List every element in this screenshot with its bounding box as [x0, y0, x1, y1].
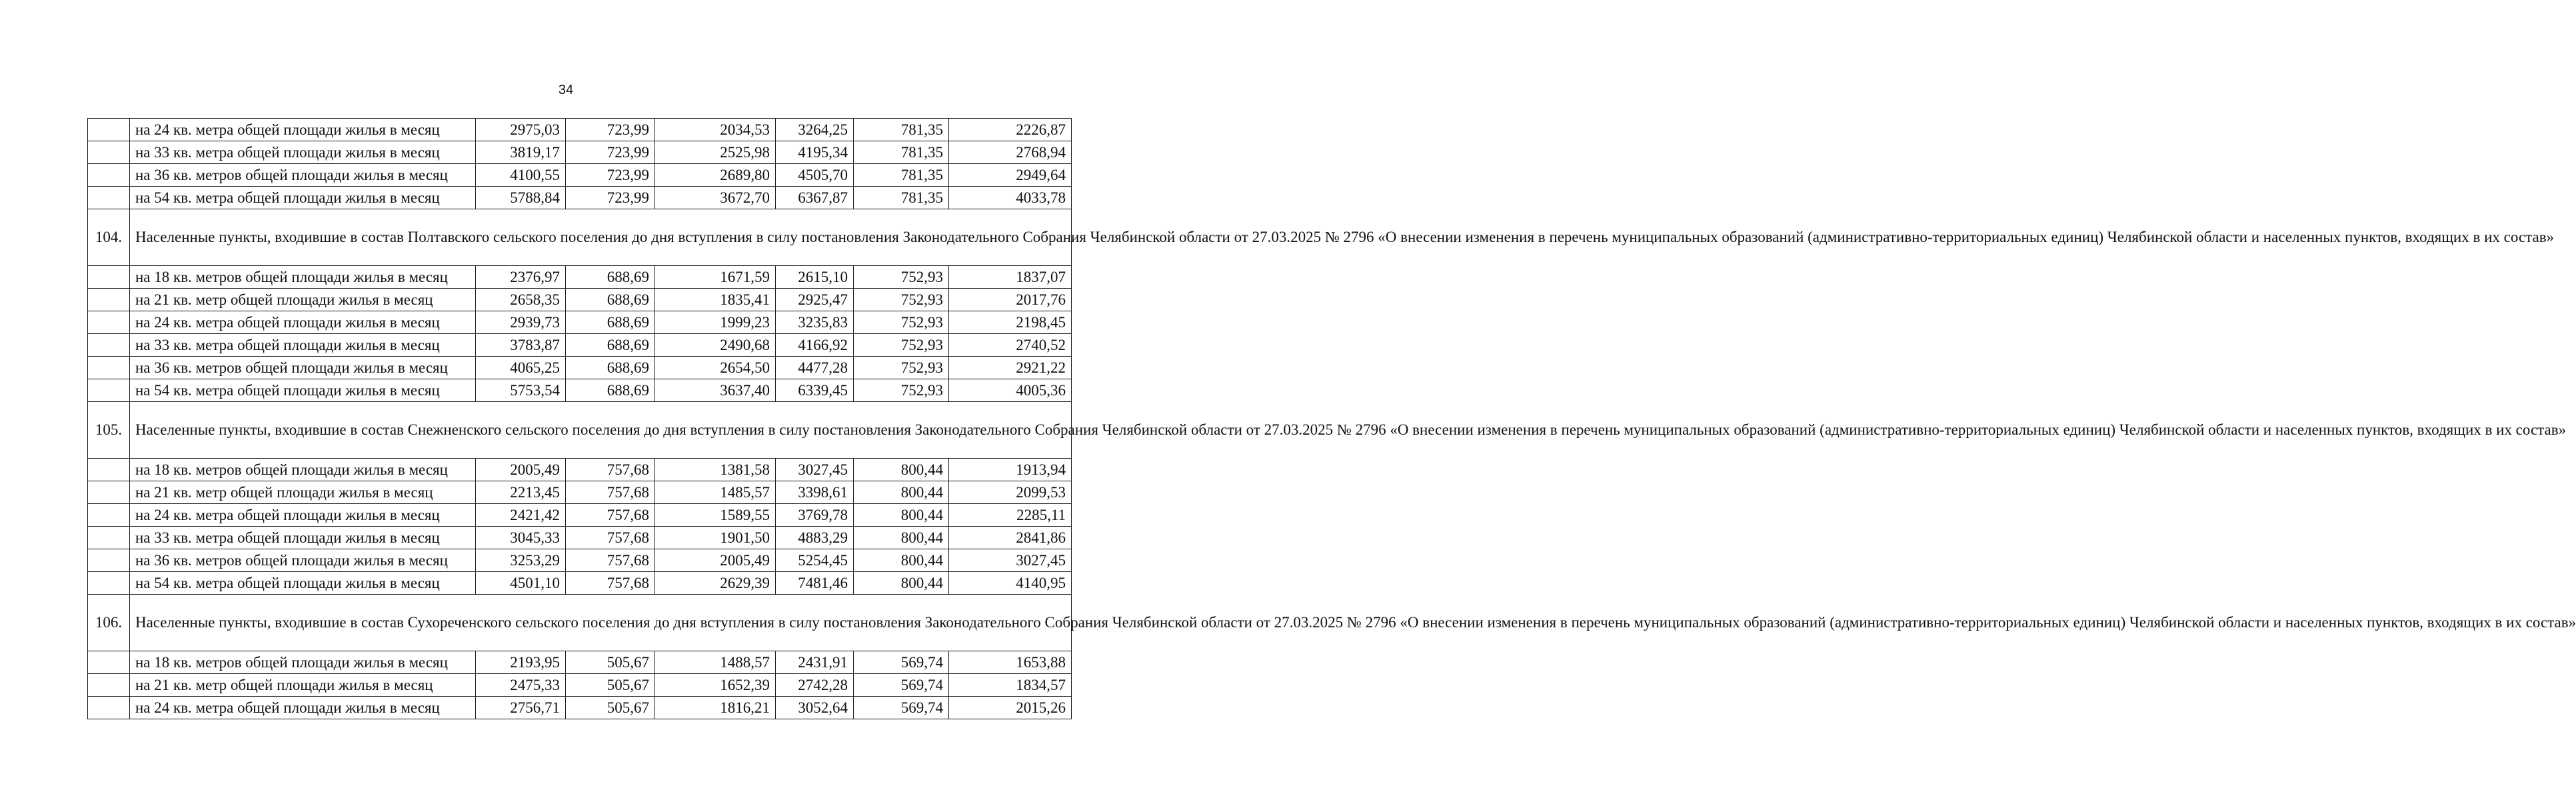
value-col-6: 1834,57 [949, 674, 1072, 697]
row-label: на 21 кв. метр общей площади жилья в месяц [130, 289, 476, 311]
row-label: на 36 кв. метров общей площади жилья в месяц [130, 164, 476, 187]
value-col-5: 752,93 [854, 266, 949, 289]
index-cell-empty [88, 527, 130, 549]
value-col-3: 1589,55 [655, 504, 776, 527]
value-col-1: 2421,42 [476, 504, 566, 527]
value-col-6: 1913,94 [949, 459, 1072, 481]
section-index: 106. [88, 595, 130, 651]
index-cell-empty [88, 334, 130, 357]
index-cell-empty [88, 119, 130, 141]
value-col-5: 752,93 [854, 334, 949, 357]
row-label: на 24 кв. метра общей площади жилья в месяц [130, 311, 476, 334]
table-row [88, 164, 1072, 187]
value-col-2: 757,68 [566, 527, 655, 549]
value-col-2: 505,67 [566, 651, 655, 674]
value-col-3: 1488,57 [655, 651, 776, 674]
value-col-6: 2017,76 [949, 289, 1072, 311]
value-col-4: 4477,28 [776, 357, 854, 379]
value-col-2: 757,68 [566, 572, 655, 595]
value-col-4: 2431,91 [776, 651, 854, 674]
table-row [88, 549, 1072, 572]
table-row [88, 674, 1072, 697]
row-label: на 36 кв. метров общей площади жилья в месяц [130, 549, 476, 572]
value-col-5: 569,74 [854, 697, 949, 719]
value-col-2: 505,67 [566, 674, 655, 697]
index-cell-empty [88, 379, 130, 402]
value-col-4: 4166,92 [776, 334, 854, 357]
index-cell-empty [88, 164, 130, 187]
section-row [88, 402, 1072, 459]
tariff-table-body [88, 119, 2576, 719]
index-cell-empty [88, 266, 130, 289]
value-col-2: 688,69 [566, 266, 655, 289]
value-col-4: 2925,47 [776, 289, 854, 311]
value-col-4: 5254,45 [776, 549, 854, 572]
value-col-4: 2742,28 [776, 674, 854, 697]
value-col-4: 7481,46 [776, 572, 854, 595]
index-cell-empty [88, 481, 130, 504]
value-col-5: 752,93 [854, 379, 949, 402]
value-col-4: 3235,83 [776, 311, 854, 334]
row-label: на 21 кв. метр общей площади жилья в месяц [130, 481, 476, 504]
value-col-1: 2756,71 [476, 697, 566, 719]
value-col-4: 3769,78 [776, 504, 854, 527]
value-col-6: 2198,45 [949, 311, 1072, 334]
value-col-3: 1671,59 [655, 266, 776, 289]
value-col-5: 800,44 [854, 527, 949, 549]
value-col-6: 2285,11 [949, 504, 1072, 527]
value-col-4: 6339,45 [776, 379, 854, 402]
section-heading: Населенные пункты, входившие в состав Снежненского сельского поселения до дня вступления в силу постановления Законодательного Собрания Челябинской области от 27.03.2025 № 2796 «О внесении изменения в перечень муниципальных образований (административно-территориальных единиц) Челябинской области и населенных пунктов, входящих в их состав» [130, 402, 1072, 459]
value-col-6: 1653,88 [949, 651, 1072, 674]
value-col-6: 1837,07 [949, 266, 1072, 289]
value-col-2: 688,69 [566, 379, 655, 402]
value-col-6: 2768,94 [949, 141, 1072, 164]
value-col-5: 781,35 [854, 164, 949, 187]
value-col-2: 688,69 [566, 357, 655, 379]
table-row [88, 504, 1072, 527]
value-col-3: 1835,41 [655, 289, 776, 311]
section-row [88, 209, 1072, 266]
value-col-5: 781,35 [854, 119, 949, 141]
value-col-2: 757,68 [566, 504, 655, 527]
table-row [88, 379, 1072, 402]
tariff-table [87, 118, 2576, 719]
table-row [88, 357, 1072, 379]
value-col-1: 2939,73 [476, 311, 566, 334]
value-col-2: 688,69 [566, 334, 655, 357]
value-col-5: 781,35 [854, 141, 949, 164]
table-row [88, 289, 1072, 311]
table-row [88, 572, 1072, 595]
value-col-3: 2490,68 [655, 334, 776, 357]
table-row [88, 266, 1072, 289]
value-col-1: 2193,95 [476, 651, 566, 674]
value-col-6: 4140,95 [949, 572, 1072, 595]
row-label: на 24 кв. метра общей площади жилья в месяц [130, 119, 476, 141]
index-cell-empty [88, 572, 130, 595]
row-label: на 18 кв. метров общей площади жилья в месяц [130, 266, 476, 289]
value-col-5: 752,93 [854, 357, 949, 379]
value-col-5: 800,44 [854, 459, 949, 481]
value-col-4: 2615,10 [776, 266, 854, 289]
index-cell-empty [88, 549, 130, 572]
value-col-1: 2005,49 [476, 459, 566, 481]
value-col-1: 5788,84 [476, 187, 566, 209]
value-col-5: 752,93 [854, 289, 949, 311]
value-col-4: 4505,70 [776, 164, 854, 187]
row-label: на 54 кв. метра общей площади жилья в месяц [130, 379, 476, 402]
value-col-5: 752,93 [854, 311, 949, 334]
value-col-6: 2740,52 [949, 334, 1072, 357]
row-label: на 18 кв. метров общей площади жилья в месяц [130, 459, 476, 481]
value-col-3: 1816,21 [655, 697, 776, 719]
value-col-4: 3398,61 [776, 481, 854, 504]
table-row [88, 141, 1072, 164]
value-col-5: 800,44 [854, 481, 949, 504]
value-col-3: 1485,57 [655, 481, 776, 504]
value-col-5: 800,44 [854, 549, 949, 572]
value-col-3: 1381,58 [655, 459, 776, 481]
value-col-1: 3045,33 [476, 527, 566, 549]
table-row [88, 311, 1072, 334]
row-label: на 54 кв. метра общей площади жилья в месяц [130, 187, 476, 209]
table-row [88, 187, 1072, 209]
value-col-2: 688,69 [566, 311, 655, 334]
row-label: на 24 кв. метра общей площади жилья в месяц [130, 504, 476, 527]
section-index: 105. [88, 402, 130, 459]
table-row [88, 481, 1072, 504]
index-cell-empty [88, 697, 130, 719]
value-col-6: 2226,87 [949, 119, 1072, 141]
value-col-3: 1999,23 [655, 311, 776, 334]
value-col-6: 2921,22 [949, 357, 1072, 379]
index-cell-empty [88, 357, 130, 379]
value-col-2: 723,99 [566, 164, 655, 187]
value-col-1: 4501,10 [476, 572, 566, 595]
value-col-3: 2034,53 [655, 119, 776, 141]
page-number: 34 [558, 83, 574, 97]
index-cell-empty [88, 289, 130, 311]
table-row [88, 697, 1072, 719]
value-col-2: 757,68 [566, 549, 655, 572]
value-col-2: 723,99 [566, 187, 655, 209]
row-label: на 33 кв. метра общей площади жилья в месяц [130, 141, 476, 164]
value-col-1: 2213,45 [476, 481, 566, 504]
index-cell-empty [88, 141, 130, 164]
value-col-2: 757,68 [566, 459, 655, 481]
value-col-5: 800,44 [854, 504, 949, 527]
value-col-2: 723,99 [566, 119, 655, 141]
value-col-6: 2841,86 [949, 527, 1072, 549]
value-col-1: 2658,35 [476, 289, 566, 311]
index-cell-empty [88, 459, 130, 481]
value-col-1: 3783,87 [476, 334, 566, 357]
value-col-4: 3264,25 [776, 119, 854, 141]
table-row [88, 119, 1072, 141]
value-col-1: 2475,33 [476, 674, 566, 697]
value-col-4: 6367,87 [776, 187, 854, 209]
section-index: 104. [88, 209, 130, 266]
value-col-1: 3819,17 [476, 141, 566, 164]
value-col-1: 5753,54 [476, 379, 566, 402]
row-label: на 33 кв. метра общей площади жилья в месяц [130, 334, 476, 357]
value-col-6: 2949,64 [949, 164, 1072, 187]
value-col-1: 4100,55 [476, 164, 566, 187]
row-label: на 24 кв. метра общей площади жилья в месяц [130, 697, 476, 719]
index-cell-empty [88, 651, 130, 674]
row-label: на 21 кв. метр общей площади жилья в месяц [130, 674, 476, 697]
value-col-4: 3027,45 [776, 459, 854, 481]
value-col-1: 4065,25 [476, 357, 566, 379]
table-row [88, 527, 1072, 549]
value-col-3: 1901,50 [655, 527, 776, 549]
value-col-4: 4883,29 [776, 527, 854, 549]
value-col-3: 1652,39 [655, 674, 776, 697]
value-col-6: 4033,78 [949, 187, 1072, 209]
section-heading: Населенные пункты, входившие в состав Полтавского сельского поселения до дня вступления в силу постановления Законодательного Собрания Челябинской области от 27.03.2025 № 2796 «О внесении изменения в перечень муниципальных образований (административно-территориальных единиц) Челябинской области и населенных пунктов, входящих в их состав» [130, 209, 1072, 266]
index-cell-empty [88, 187, 130, 209]
value-col-3: 2689,80 [655, 164, 776, 187]
value-col-2: 505,67 [566, 697, 655, 719]
value-col-1: 3253,29 [476, 549, 566, 572]
value-col-5: 569,74 [854, 674, 949, 697]
index-cell-empty [88, 674, 130, 697]
value-col-3: 3672,70 [655, 187, 776, 209]
row-label: на 54 кв. метра общей площади жилья в месяц [130, 572, 476, 595]
value-col-4: 4195,34 [776, 141, 854, 164]
value-col-6: 2099,53 [949, 481, 1072, 504]
value-col-2: 688,69 [566, 289, 655, 311]
value-col-6: 2015,26 [949, 697, 1072, 719]
row-label: на 36 кв. метров общей площади жилья в месяц [130, 357, 476, 379]
value-col-3: 2525,98 [655, 141, 776, 164]
section-heading: Населенные пункты, входившие в состав Сухореченского сельского поселения до дня вступления в силу постановления Законодательного Собрания Челябинской области от 27.03.2025 № 2796 «О внесении изменения в перечень муниципальных образований (административно-территориальных единиц) Челябинской области и населенных пунктов, входящих в их состав» [130, 595, 1072, 651]
index-cell-empty [88, 311, 130, 334]
table-row [88, 459, 1072, 481]
value-col-1: 2975,03 [476, 119, 566, 141]
section-row [88, 595, 1072, 651]
row-label: на 18 кв. метров общей площади жилья в месяц [130, 651, 476, 674]
value-col-1: 2376,97 [476, 266, 566, 289]
index-cell-empty [88, 504, 130, 527]
value-col-3: 2005,49 [655, 549, 776, 572]
value-col-5: 569,74 [854, 651, 949, 674]
value-col-6: 4005,36 [949, 379, 1072, 402]
value-col-6: 3027,45 [949, 549, 1072, 572]
table-row [88, 651, 1072, 674]
value-col-2: 757,68 [566, 481, 655, 504]
value-col-2: 723,99 [566, 141, 655, 164]
value-col-4: 3052,64 [776, 697, 854, 719]
row-label: на 33 кв. метра общей площади жилья в месяц [130, 527, 476, 549]
value-col-3: 3637,40 [655, 379, 776, 402]
value-col-3: 2629,39 [655, 572, 776, 595]
value-col-5: 781,35 [854, 187, 949, 209]
value-col-5: 800,44 [854, 572, 949, 595]
table-row [88, 334, 1072, 357]
value-col-3: 2654,50 [655, 357, 776, 379]
